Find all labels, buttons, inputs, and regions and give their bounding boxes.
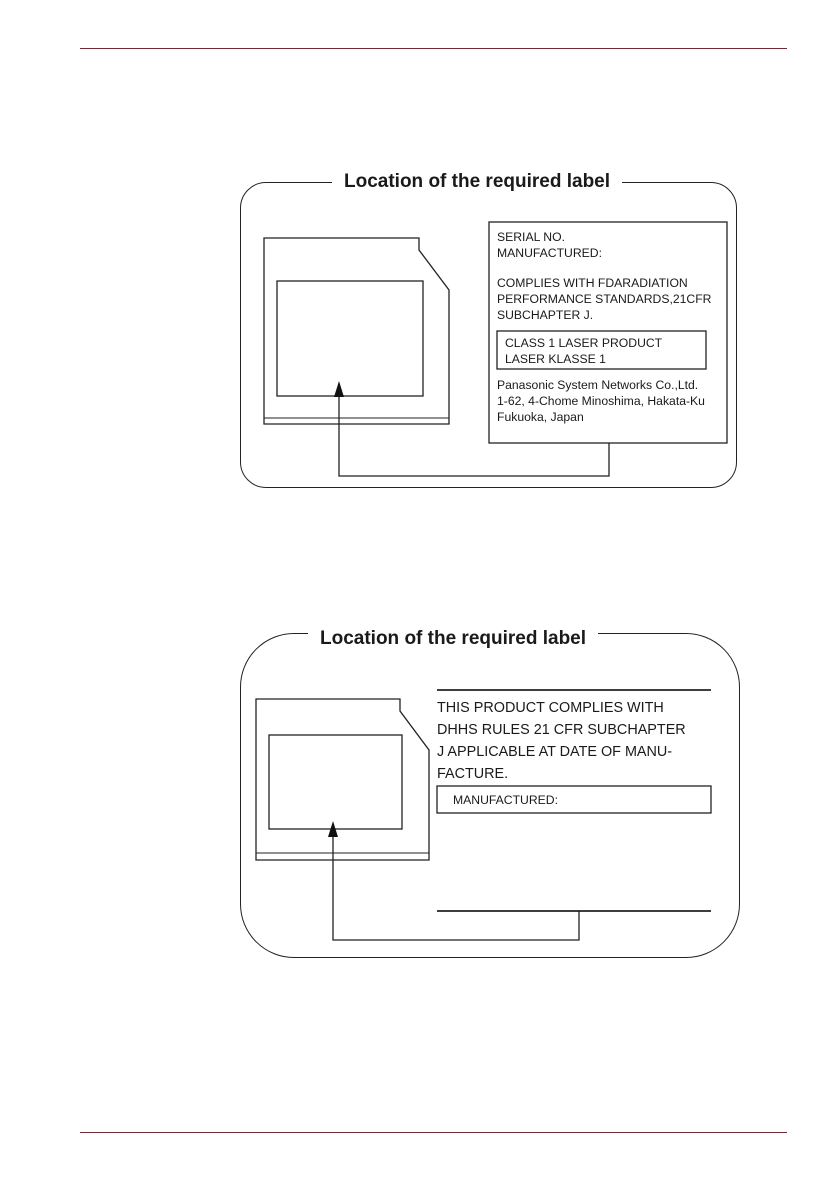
figure1-serial: SERIAL NO.: [497, 230, 565, 244]
figure1-maker-line-3: Fukuoka, Japan: [497, 410, 584, 424]
figure1-title: Location of the required label: [332, 171, 622, 193]
figure1-complies-line-3: SUBCHAPTER J.: [497, 308, 594, 322]
figure2-title: Location of the required label: [308, 628, 598, 650]
figure2-complies-line-4: FACTURE.: [437, 766, 509, 782]
figure2-complies-text: [437, 697, 686, 785]
figure1-maker-line-2: 1-62, 4-Chome Minoshima, Hakata-Ku: [497, 394, 705, 408]
figure2-complies-line-2: DHHS RULES 21 CFR SUBCHAPTER: [437, 722, 686, 738]
figure2-pointer-line: [333, 833, 579, 940]
figure2-drive-outline: [256, 699, 429, 860]
figure1-maker-line-1: Panasonic System Networks Co.,Ltd.: [497, 378, 699, 392]
figure2-complies-line-1: THIS PRODUCT COMPLIES WITH: [437, 700, 664, 716]
figure2-label-area: [269, 735, 402, 829]
figure2-manufactured: MANUFACTURED:: [453, 793, 558, 807]
figure1-complies-line-2: PERFORMANCE STANDARDS,21CFR: [497, 292, 712, 306]
figure1-class-line-2: LASER KLASSE 1: [505, 352, 606, 366]
figure1-complies-line-1: COMPLIES WITH FDARADIATION: [497, 276, 688, 290]
figure1-manufactured: MANUFACTURED:: [497, 246, 602, 260]
figure2-complies-line-3: J APPLICABLE AT DATE OF MANU-: [437, 744, 673, 760]
figure1-class-line-1: CLASS 1 LASER PRODUCT: [505, 336, 663, 350]
